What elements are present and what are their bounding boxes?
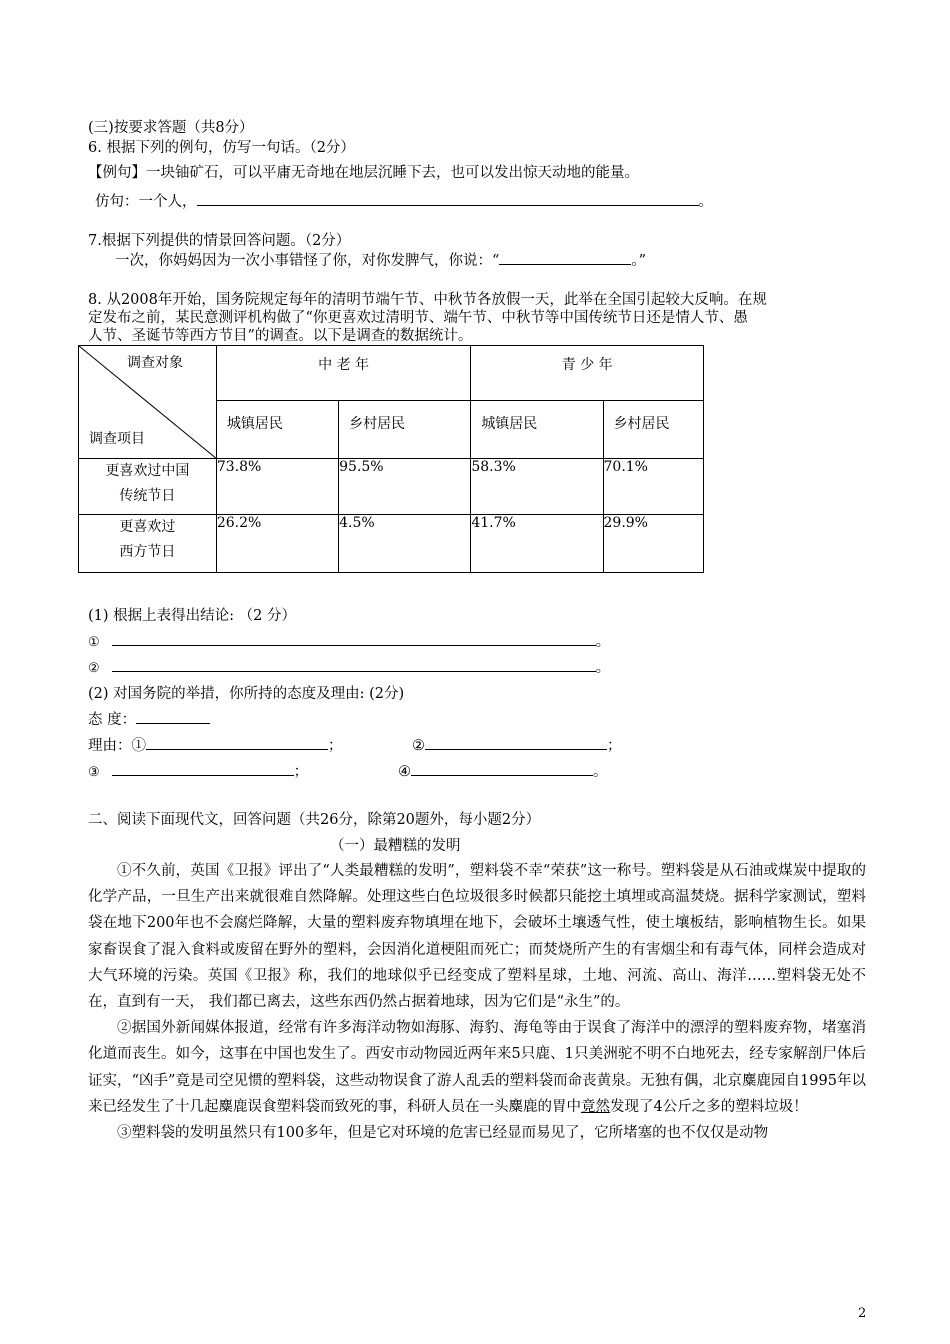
group-header-youth: 青 少 年	[471, 346, 704, 401]
q8-sub2-prompt: (2) 对国务院的举措，你所持的态度及理由: (2分)	[88, 686, 405, 702]
table-cell: 26.2%	[216, 515, 338, 573]
circle-4: ④	[398, 764, 411, 780]
semicolon: ；	[293, 764, 309, 780]
paragraph-2	[88, 1015, 866, 1120]
reason-label: 理由：	[88, 738, 132, 754]
period: 。	[595, 634, 611, 650]
article-title: （一）最糟糕的发明	[330, 838, 461, 854]
conclusion-line-1	[88, 630, 610, 651]
q7-end: 。”	[631, 253, 647, 269]
reason-blank-1[interactable]	[146, 735, 328, 750]
table-cell: 70.1%	[603, 459, 704, 515]
row-label-line: 更喜欢过中国	[105, 463, 190, 479]
row-label-western	[79, 515, 217, 573]
period: 。	[593, 764, 608, 780]
period: 。	[595, 660, 611, 676]
paragraph-1: ①不久前，英国《卫报》评出了“人类最糟糕的发明”，塑料袋不幸“荣获”这一称号。塑料袋是从石油或煤炭中提取的化学产品，一旦生产出来就很难自然降解。处理这些白色垃圾很多时候都只能挖土填埋或高温焚烧。据科学家测试，塑料袋在地下200年也不会腐烂降解，大量的塑料废弃物填埋在地下，会破坏土壤透气性，使土壤板结，影响植物生长。如果家畜误食了混入食料或废留在野外的塑料，会因消化道梗阻而死亡；而焚烧所产生的有害烟尘和有毒气体，同样会造成对大气环境的污染。英国《卫报》称，我们的地球似乎已经变成了塑料星球，土地、河流、高山、海洋……塑料袋无处不在，直到有一天， 我们都已离去，这些东西仍然占据着地球，因为它们是“永生”的。	[88, 863, 866, 1011]
q6-end: 。	[698, 194, 713, 210]
row-label-traditional	[79, 459, 217, 515]
conclusion-blank-1[interactable]	[112, 631, 596, 646]
conclusion-line-2	[88, 656, 610, 677]
corner-top-label: 调查对象	[127, 355, 183, 371]
table-row	[79, 515, 704, 573]
subheader-urban-2: 城镇居民	[481, 416, 538, 432]
semicolon: ；	[607, 738, 622, 754]
q6-prompt: 6. 根据下列的例句，仿写一句话。（2分）	[88, 140, 355, 156]
survey-table	[78, 345, 704, 573]
q6-answer-line	[95, 190, 713, 211]
row-label-line: 传统节日	[119, 488, 176, 504]
table-corner-cell	[79, 346, 217, 459]
q7-scenario-line	[115, 249, 646, 270]
q7-prompt: 7.根据下列提供的情景回答问题。（2分）	[88, 233, 351, 249]
section-heading: (三)按要求答题（共8分）	[88, 120, 254, 136]
reason-line-4	[398, 760, 608, 781]
subheader-urban-1: 城镇居民	[226, 416, 283, 432]
table-row	[79, 459, 704, 515]
table-cell: 4.5%	[339, 515, 471, 573]
reason-line-3	[88, 760, 308, 781]
corner-bottom-label: 调查项目	[89, 431, 145, 447]
q8-intro-3: 人节、圣诞节等西方节目”的调查。以下是调查的数据统计。	[88, 328, 473, 344]
semicolon: ；	[328, 738, 343, 754]
underlined-word: 竟然	[581, 1098, 610, 1115]
p2-text-end: 发现了4公斤之多的塑料垃圾！	[610, 1098, 808, 1115]
page-number: 2	[858, 1306, 867, 1321]
reason-line-1	[88, 734, 343, 755]
group-header-middle-aged: 中 老 年	[216, 346, 470, 401]
q6-answer-blank[interactable]	[197, 191, 699, 206]
table-cell: 58.3%	[471, 459, 603, 515]
table-cell: 29.9%	[603, 515, 704, 573]
table-cell: 95.5%	[339, 459, 471, 515]
circle-2: ②	[412, 738, 425, 754]
table-cell: 41.7%	[471, 515, 603, 573]
circle-3: ③	[88, 765, 100, 780]
q7-scenario: 一次，你妈妈因为一次小事错怪了你，对你发脾气，你说：“	[115, 253, 500, 269]
p2-text: ②据国外新闻媒体报道，经常有许多海洋动物如海豚、海豹、海龟等由于误食了海洋中的漂浮的塑料废弃物，堵塞消化道而丧生。如今，这事在中国也发生了。西安市动物园近两年来5只鹿、1只美洲驼不明不白地死去，经专家解剖尸体后证实，“凶手”竟是司空见惯的塑料袋，这些动物误食了游人乱丢的塑料袋而命丧黄泉。无独有偶，北京麋鹿园自1995年以来已经发生了十几起麋鹿误食塑料袋而致死的事，科研人员在一头麋鹿的胃中	[88, 1020, 866, 1115]
reason-blank-2[interactable]	[425, 735, 607, 750]
attitude-label: 态 度：	[88, 712, 137, 728]
attitude-line	[88, 708, 210, 729]
subheader-rural-1: 乡村居民	[349, 416, 406, 432]
row-label-line: 更喜欢过	[119, 519, 176, 535]
q8-intro-2: 定发布之前，某民意测评机构做了“你更喜欢过清明节、端午节、中秋节等中国传统节日还是情人节、愚	[88, 310, 748, 326]
q7-answer-blank[interactable]	[499, 250, 631, 265]
section2-heading: 二、阅读下面现代文，回答问题（共26分，除第20题外，每小题2分）	[88, 812, 541, 828]
q8-intro-1: 8. 从2008年开始，国务院规定每年的清明节端午节、中秋节各放假一天，此举在全国引起较大反响。在规	[88, 292, 767, 308]
reason-blank-3[interactable]	[112, 761, 294, 776]
imitate-label: 仿句：一个人，	[95, 194, 197, 210]
q8-sub1-prompt: (1) 根据上表得出结论: （2 分）	[88, 608, 296, 624]
row-label-line: 西方节日	[119, 544, 176, 560]
circle-2: ②	[88, 661, 100, 676]
subheader-rural-2: 乡村居民	[613, 416, 670, 432]
circle-1: ①	[131, 738, 146, 754]
q6-example: 【例句】一块铀矿石，可以平庸无奇地在地层沉睡下去，也可以发出惊天动地的能量。	[88, 165, 639, 181]
table-cell: 73.8%	[216, 459, 338, 515]
paragraph-3: ③塑料袋的发明虽然只有100多年，但是它对环境的危害已经显而易见了，它所堵塞的也不仅仅是动物	[117, 1125, 769, 1142]
reason-line-2	[412, 734, 622, 755]
conclusion-blank-2[interactable]	[112, 657, 596, 672]
circle-1: ①	[88, 635, 100, 650]
reason-blank-4[interactable]	[411, 761, 593, 776]
attitude-blank[interactable]	[136, 709, 210, 724]
article-body	[88, 858, 866, 1146]
